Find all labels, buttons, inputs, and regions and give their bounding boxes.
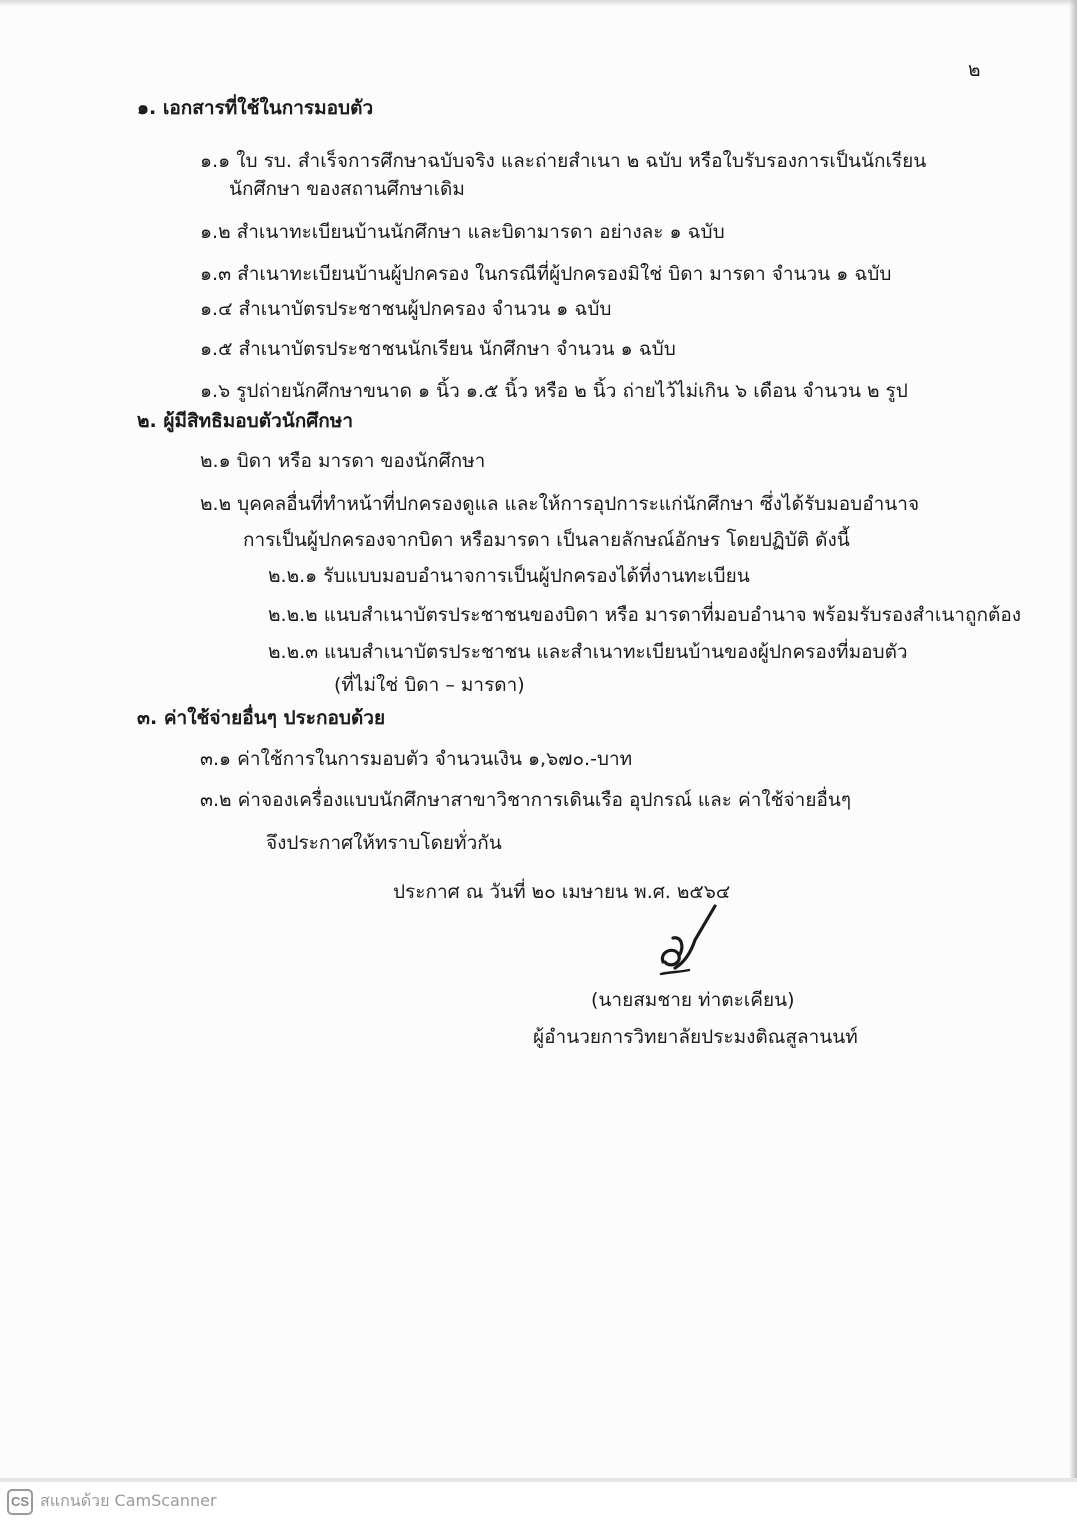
item-1-1: ๑.๑ ใบ รบ. สำเร็จการศึกษาฉบับจริง และถ่ายสำเนา ๒ ฉบับ หรือใบรับรองการเป็นนักเรียน xyxy=(200,150,927,172)
closing-statement: จึงประกาศให้ทราบโดยทั่วกัน xyxy=(266,832,502,854)
item-1-2: ๑.๒ สำเนาทะเบียนบ้านนักศึกษา และบิดามารดา อย่างละ ๑ ฉบับ xyxy=(200,221,725,243)
section-3-heading: ๓. ค่าใช้จ่ายอื่นๆ ประกอบด้วย xyxy=(137,707,386,729)
item-1-6: ๑.๖ รูปถ่ายนักศึกษาขนาด ๑ นิ้ว ๑.๕ นิ้ว หรือ ๒ นิ้ว ถ่ายไว้ไม่เกิน ๖ เดือน จำนวน ๒ รูป xyxy=(200,380,908,402)
item-3-1: ๓.๑ ค่าใช้การในการมอบตัว จำนวนเงิน ๑,๖๗๐.-บาท xyxy=(200,748,633,770)
handwritten-signature xyxy=(655,902,725,982)
section-1-heading: ๑. เอกสารที่ใช้ในการมอบตัว xyxy=(137,97,374,119)
signer-name: (นายสมชาย ท่าตะเคียน) xyxy=(591,989,795,1011)
item-3-2: ๓.๒ ค่าจองเครื่องแบบนักศึกษาสาขาวิชาการเดินเรือ อุปกรณ์ และ ค่าใช้จ่ายอื่นๆ xyxy=(200,789,852,811)
item-2-1: ๒.๑ บิดา หรือ มารดา ของนักศึกษา xyxy=(200,450,486,472)
item-2-2-1: ๒.๒.๑ รับแบบมอบอำนาจการเป็นผู้ปกครองได้ที่งานทะเบียน xyxy=(268,565,750,587)
camscanner-logo-icon: CS xyxy=(7,1489,33,1515)
item-2-2-3: ๒.๒.๓ แนบสำเนาบัตรประชาชน และสำเนาทะเบียนบ้านของผู้ปกครองที่มอบตัว xyxy=(268,641,908,663)
scanner-watermark-text: สแกนด้วย CamScanner xyxy=(40,1491,217,1510)
item-2-2-3-note: (ที่ไม่ใช่ บิดา – มารดา) xyxy=(334,674,525,696)
scanner-footer xyxy=(0,1482,1077,1521)
scan-edge-top xyxy=(0,0,1077,6)
item-1-4: ๑.๔ สำเนาบัตรประชาชนผู้ปกครอง จำนวน ๑ ฉบับ xyxy=(200,298,612,320)
item-1-1-continued: นักศึกษา ของสถานศึกษาเดิม xyxy=(229,178,465,200)
section-2-heading: ๒. ผู้มีสิทธิมอบตัวนักศึกษา xyxy=(137,410,353,432)
signer-title: ผู้อำนวยการวิทยาลัยประมงติณสูลานนท์ xyxy=(533,1026,858,1048)
item-1-3: ๑.๓ สำเนาทะเบียนบ้านผู้ปกครอง ในกรณีที่ผู้ปกครองมิใช่ บิดา มารดา จำนวน ๑ ฉบับ xyxy=(200,263,892,285)
item-2-2: ๒.๒ บุคคลอื่นที่ทำหน้าที่ปกครองดูแล และให้การอุปการะแก่นักศึกษา ซึ่งได้รับมอบอำนาจ xyxy=(200,493,920,515)
item-1-5: ๑.๕ สำเนาบัตรประชาชนนักเรียน นักศึกษา จำนวน ๑ ฉบับ xyxy=(200,338,676,360)
page-number: ๒ xyxy=(968,59,981,81)
announcement-date: ประกาศ ณ วันที่ ๒๐ เมษายน พ.ศ. ๒๕๖๔ xyxy=(393,881,731,903)
item-2-2-2: ๒.๒.๒ แนบสำเนาบัตรประชาชนของบิดา หรือ มารดาที่มอบอำนาจ พร้อมรับรองสำเนาถูกต้อง xyxy=(268,604,1022,626)
item-2-2-continued: การเป็นผู้ปกครองจากบิดา หรือมารดา เป็นลายลักษณ์อักษร โดยปฏิบัติ ดังนี้ xyxy=(243,529,850,551)
scan-edge-right xyxy=(1069,0,1077,1480)
